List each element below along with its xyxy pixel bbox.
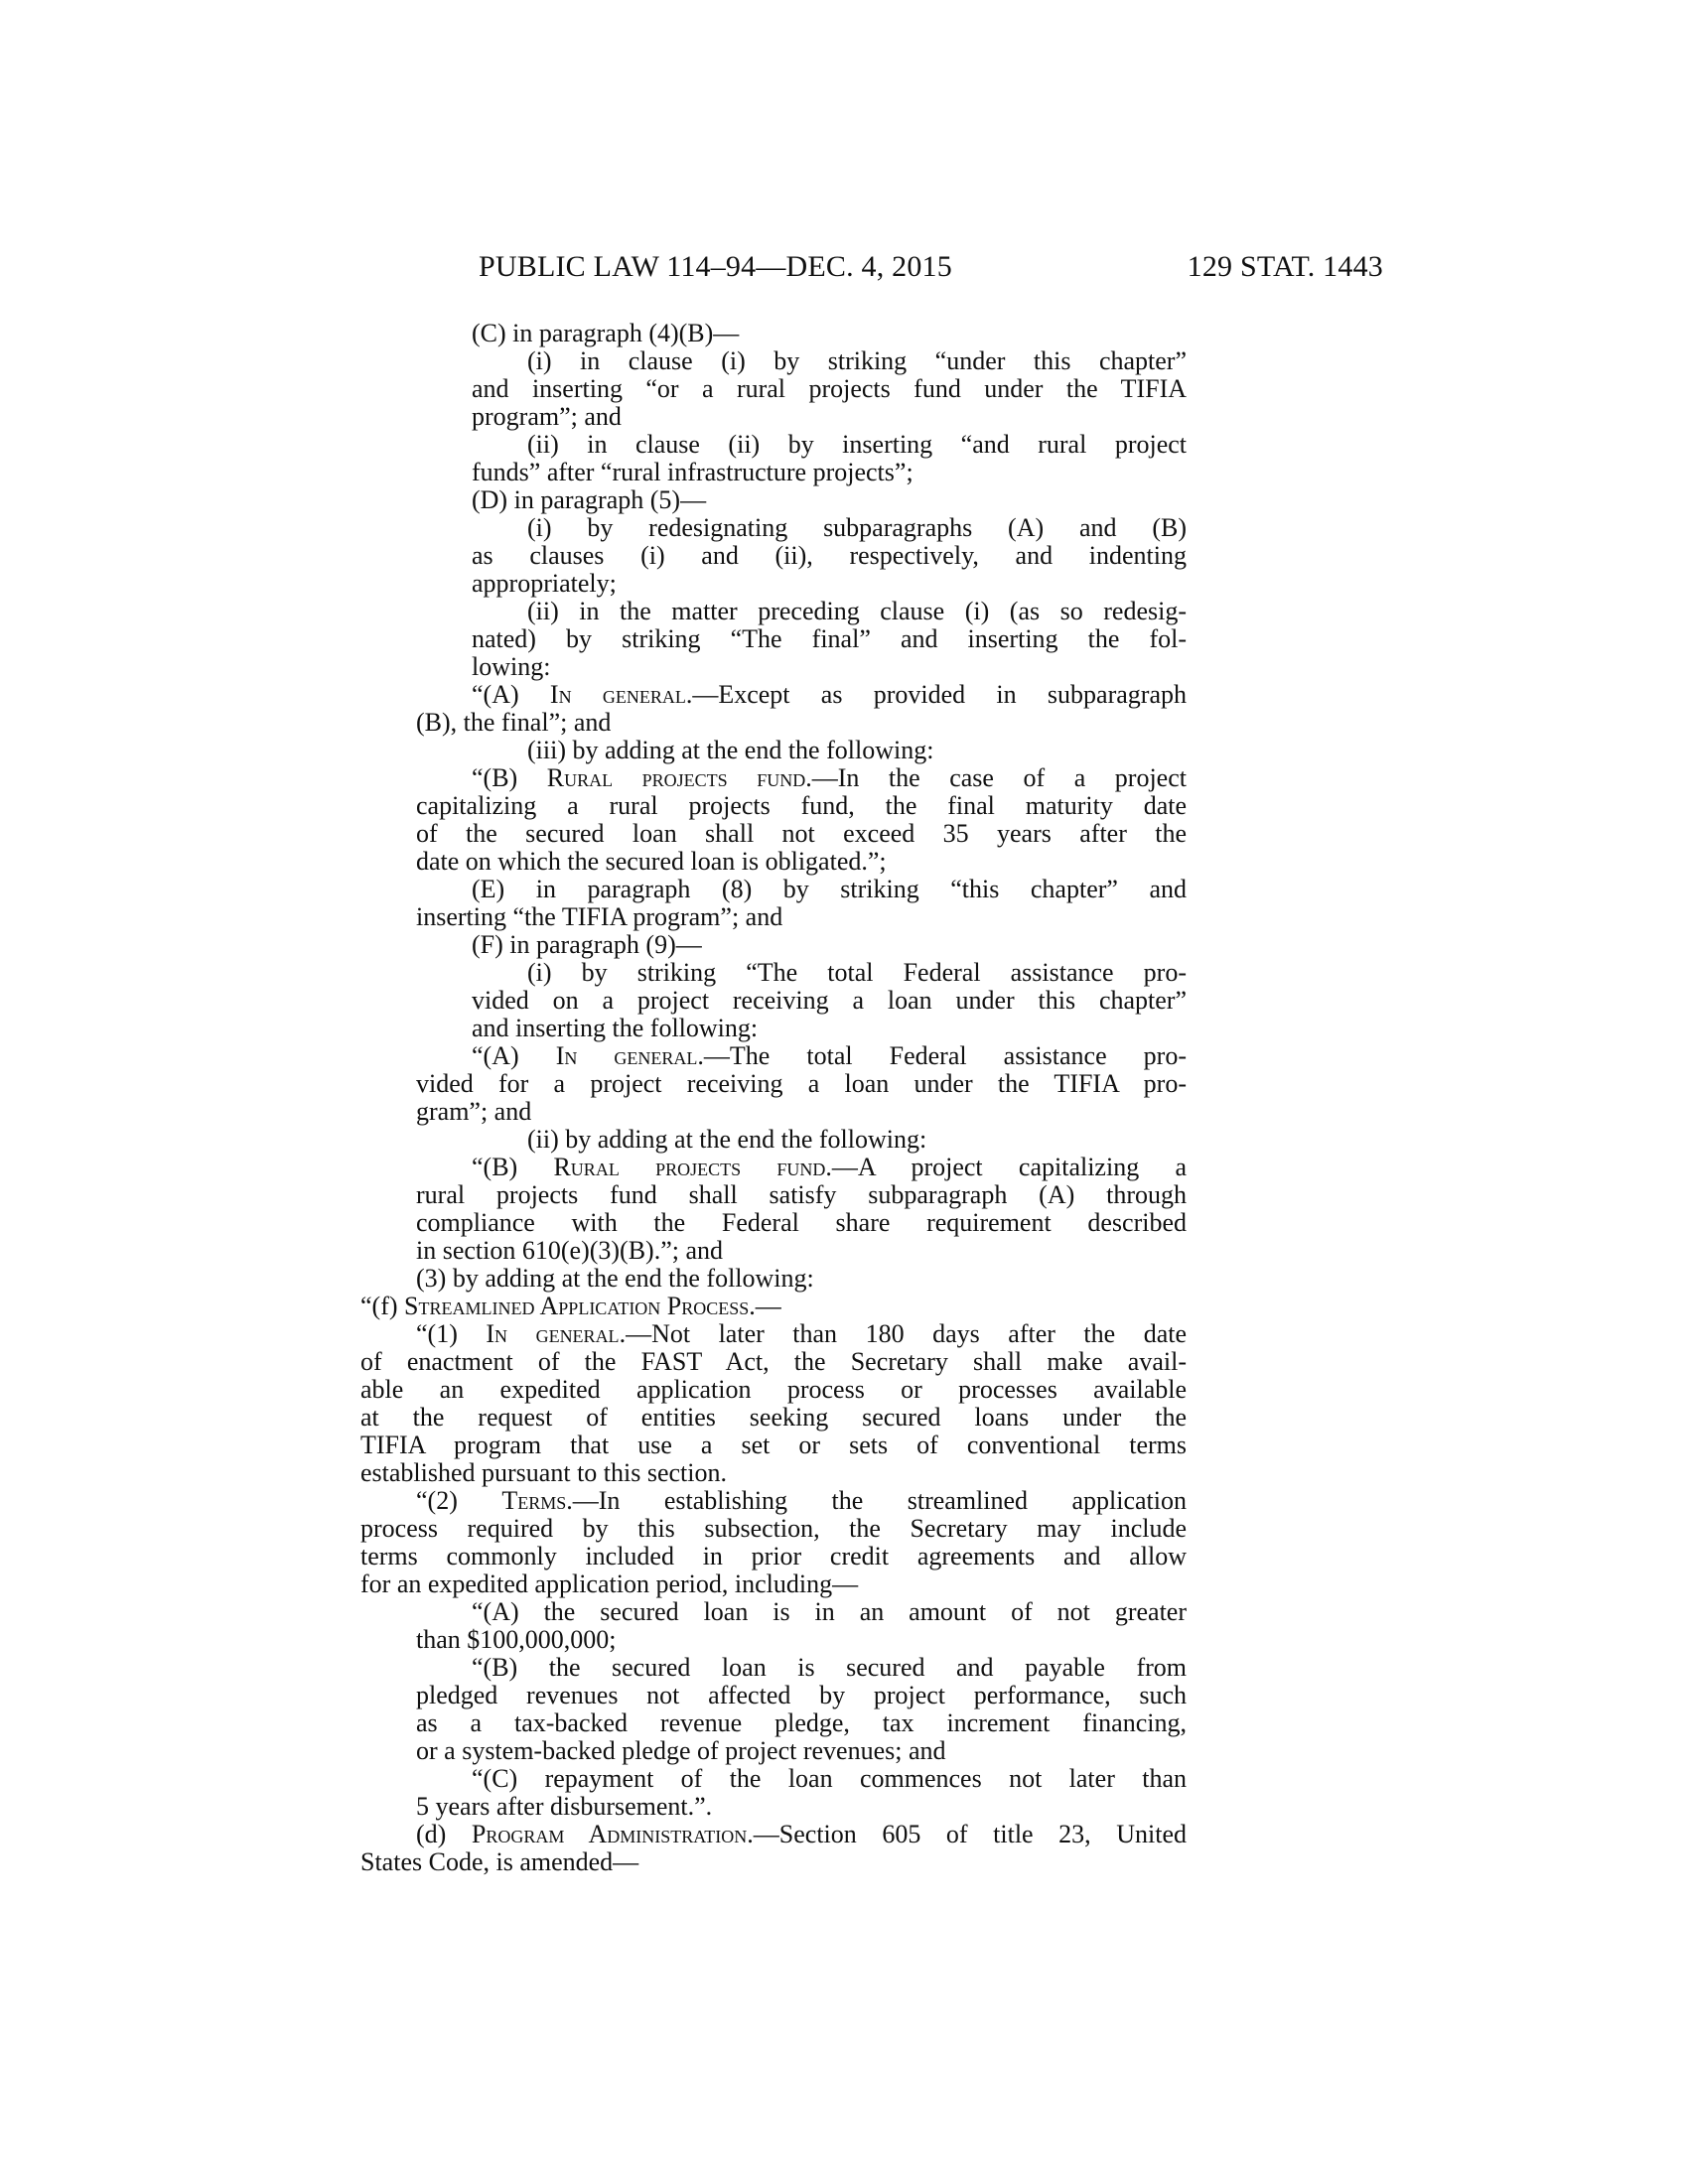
small-caps-heading: Rural projects fund xyxy=(546,763,806,792)
text-segment: of the secured loan shall not exceed 35 years after the xyxy=(416,819,1187,848)
text-line xyxy=(416,848,887,876)
text-line xyxy=(472,1598,1187,1626)
text-segment: (3) by adding at the end the following: xyxy=(416,1264,814,1293)
text-segment: 5 years after disbursement.”. xyxy=(416,1792,713,1821)
text-segment: program”; and xyxy=(472,402,622,431)
text-line xyxy=(360,1570,858,1598)
text-segment: lowing: xyxy=(472,652,551,681)
text-segment: (ii) in clause (ii) by inserting “and rural project xyxy=(527,430,1187,459)
text-line xyxy=(416,1682,1187,1709)
text-segment: “(B) the secured loan is secured and payable from xyxy=(472,1653,1187,1682)
text-line xyxy=(527,1126,926,1154)
running-header-page-reference: 129 STAT. 1443 xyxy=(1187,250,1383,283)
text-line xyxy=(472,764,1187,792)
text-line xyxy=(472,320,739,347)
text-segment: of enactment of the FAST Act, the Secretary shall make avail- xyxy=(360,1347,1187,1376)
text-segment: at the request of entities seeking secured loans under the xyxy=(360,1403,1187,1432)
small-caps-heading: Terms xyxy=(501,1486,567,1515)
text-line xyxy=(472,570,617,598)
text-line xyxy=(416,709,611,737)
text-line xyxy=(360,1376,1187,1404)
text-segment: inserting “the TIFIA program”; and xyxy=(416,902,783,931)
text-line xyxy=(360,1848,638,1876)
text-segment: pledged revenues not affected by project performance, such xyxy=(416,1681,1187,1709)
text-segment: (E) in paragraph (8) by striking “this chapter” and xyxy=(472,875,1187,903)
text-line xyxy=(360,1404,1187,1432)
text-line xyxy=(527,431,1187,459)
text-segment: .—A project capitalizing a xyxy=(825,1153,1187,1181)
text-segment: (ii) by adding at the end the following: xyxy=(527,1125,927,1154)
text-line xyxy=(472,625,1187,653)
text-segment: .— xyxy=(749,1292,781,1320)
text-segment: than $100,000,000; xyxy=(416,1625,617,1654)
text-line xyxy=(416,1793,712,1821)
small-caps-heading: In general xyxy=(555,1041,698,1070)
text-segment: gram”; and xyxy=(416,1097,532,1126)
text-segment: established pursuant to this section. xyxy=(360,1458,728,1487)
text-line xyxy=(360,1459,727,1487)
text-segment: in section 610(e)(3)(B).”; and xyxy=(416,1236,724,1265)
text-segment: .—Except as provided in subparagraph xyxy=(685,680,1187,709)
text-line xyxy=(472,459,914,486)
text-segment: vided on a project receiving a loan under this chapter” xyxy=(472,986,1187,1015)
text-segment: for an expedited application period, including— xyxy=(360,1570,859,1598)
text-line xyxy=(416,1320,1187,1348)
text-line xyxy=(472,1154,1187,1181)
text-segment: (d) xyxy=(416,1820,472,1848)
text-line xyxy=(472,1042,1187,1070)
text-segment: States Code, is amended— xyxy=(360,1847,639,1876)
text-segment: and inserting “or a rural projects fund under the TIFIA xyxy=(472,374,1187,403)
text-line xyxy=(416,792,1187,820)
text-line xyxy=(360,1543,1187,1570)
text-segment: .—Not later than 180 days after the date xyxy=(619,1319,1188,1348)
text-line xyxy=(360,1293,781,1320)
text-line xyxy=(472,931,702,959)
small-caps-heading: Streamlined Application Process xyxy=(404,1292,750,1320)
text-segment: able an expedited application process or processes available xyxy=(360,1375,1187,1404)
text-line xyxy=(416,1181,1187,1209)
small-caps-heading: In general xyxy=(486,1319,620,1348)
text-line xyxy=(416,1098,531,1126)
text-segment: (i) by redesignating subparagraphs (A) and (B) xyxy=(527,513,1187,542)
text-segment: and inserting the following: xyxy=(472,1014,759,1042)
small-caps-heading: Program Administration xyxy=(471,1820,748,1848)
text-segment: capitalizing a rural projects fund, the final maturity date xyxy=(416,791,1187,820)
text-segment: as a tax-backed revenue pledge, tax increment financing, xyxy=(416,1708,1187,1737)
text-line xyxy=(472,1765,1187,1793)
text-segment: “(f) xyxy=(360,1292,405,1320)
text-line xyxy=(472,876,1187,903)
text-segment: “(C) repayment of the loan commences not later than xyxy=(472,1764,1187,1793)
small-caps-heading: In general xyxy=(549,680,686,709)
text-segment: “(B) xyxy=(472,1153,554,1181)
text-line xyxy=(527,514,1187,542)
text-segment: “(A) the secured loan is in an amount of not greater xyxy=(472,1597,1187,1626)
text-segment: (C) in paragraph (4)(B)— xyxy=(472,319,740,347)
text-line xyxy=(416,1821,1187,1848)
text-segment: (i) by striking “The total Federal assistance pro- xyxy=(527,958,1187,987)
text-segment: TIFIA program that use a set or sets of conventional terms xyxy=(360,1431,1187,1459)
text-segment: “(B) xyxy=(472,763,547,792)
text-segment: (D) in paragraph (5)— xyxy=(472,485,707,514)
text-segment: as clauses (i) and (ii), respectively, and indenting xyxy=(472,541,1187,570)
running-header-title: PUBLIC LAW 114–94—DEC. 4, 2015 xyxy=(479,250,952,283)
text-line xyxy=(360,1515,1187,1543)
text-segment: vided for a project receiving a loan under the TIFIA pro- xyxy=(416,1069,1187,1098)
text-segment: funds” after “rural infrastructure projects”; xyxy=(472,458,914,486)
text-line xyxy=(527,347,1187,375)
text-line xyxy=(416,1709,1187,1737)
text-line xyxy=(416,1487,1187,1515)
text-segment: .—In the case of a project xyxy=(805,763,1187,792)
text-line xyxy=(527,737,933,764)
text-segment: nated) by striking “The final” and inserting the fol- xyxy=(472,624,1187,653)
text-line xyxy=(472,403,622,431)
text-line xyxy=(416,1070,1187,1098)
text-line xyxy=(416,1737,946,1765)
text-line xyxy=(416,1209,1187,1237)
text-segment: .—In establishing the streamlined application xyxy=(566,1486,1187,1515)
text-line xyxy=(360,1348,1187,1376)
text-line xyxy=(472,653,550,681)
text-segment: (ii) in the matter preceding clause (i) (as so redesig- xyxy=(527,597,1187,625)
text-line xyxy=(472,1654,1187,1682)
text-line xyxy=(472,987,1187,1015)
text-segment: (F) in paragraph (9)— xyxy=(472,930,702,959)
text-segment: appropriately; xyxy=(472,569,617,598)
text-line xyxy=(416,1237,723,1265)
text-segment: (B), the final”; and xyxy=(416,708,612,737)
text-line xyxy=(416,1626,617,1654)
small-caps-heading: Rural projects fund xyxy=(553,1153,826,1181)
text-segment: process required by this subsection, the Secretary may include xyxy=(360,1514,1187,1543)
text-line xyxy=(472,375,1187,403)
text-segment: .—The total Federal assistance pro- xyxy=(697,1041,1187,1070)
text-segment: (i) in clause (i) by striking “under this chapter” xyxy=(527,346,1187,375)
text-segment: “(A) xyxy=(472,1041,556,1070)
text-segment: date on which the secured loan is obligated.”; xyxy=(416,847,887,876)
text-line xyxy=(416,1265,814,1293)
text-segment: “(1) xyxy=(416,1319,487,1348)
text-segment: or a system-backed pledge of project revenues; and xyxy=(416,1736,946,1765)
text-segment: compliance with the Federal share requirement described xyxy=(416,1208,1187,1237)
text-segment: .—Section 605 of title 23, United xyxy=(747,1820,1187,1848)
text-segment: (iii) by adding at the end the following: xyxy=(527,736,934,764)
text-line xyxy=(472,542,1187,570)
text-segment: rural projects fund shall satisfy subparagraph (A) through xyxy=(416,1180,1187,1209)
text-line xyxy=(472,486,706,514)
text-segment: “(A) xyxy=(472,680,550,709)
text-line xyxy=(527,598,1187,625)
text-segment: terms commonly included in prior credit agreements and allow xyxy=(360,1542,1187,1570)
text-line xyxy=(416,903,782,931)
text-line xyxy=(360,1432,1187,1459)
text-line xyxy=(527,959,1187,987)
text-line xyxy=(472,1015,758,1042)
text-segment: “(2) xyxy=(416,1486,502,1515)
text-line xyxy=(416,820,1187,848)
text-line xyxy=(472,681,1187,709)
